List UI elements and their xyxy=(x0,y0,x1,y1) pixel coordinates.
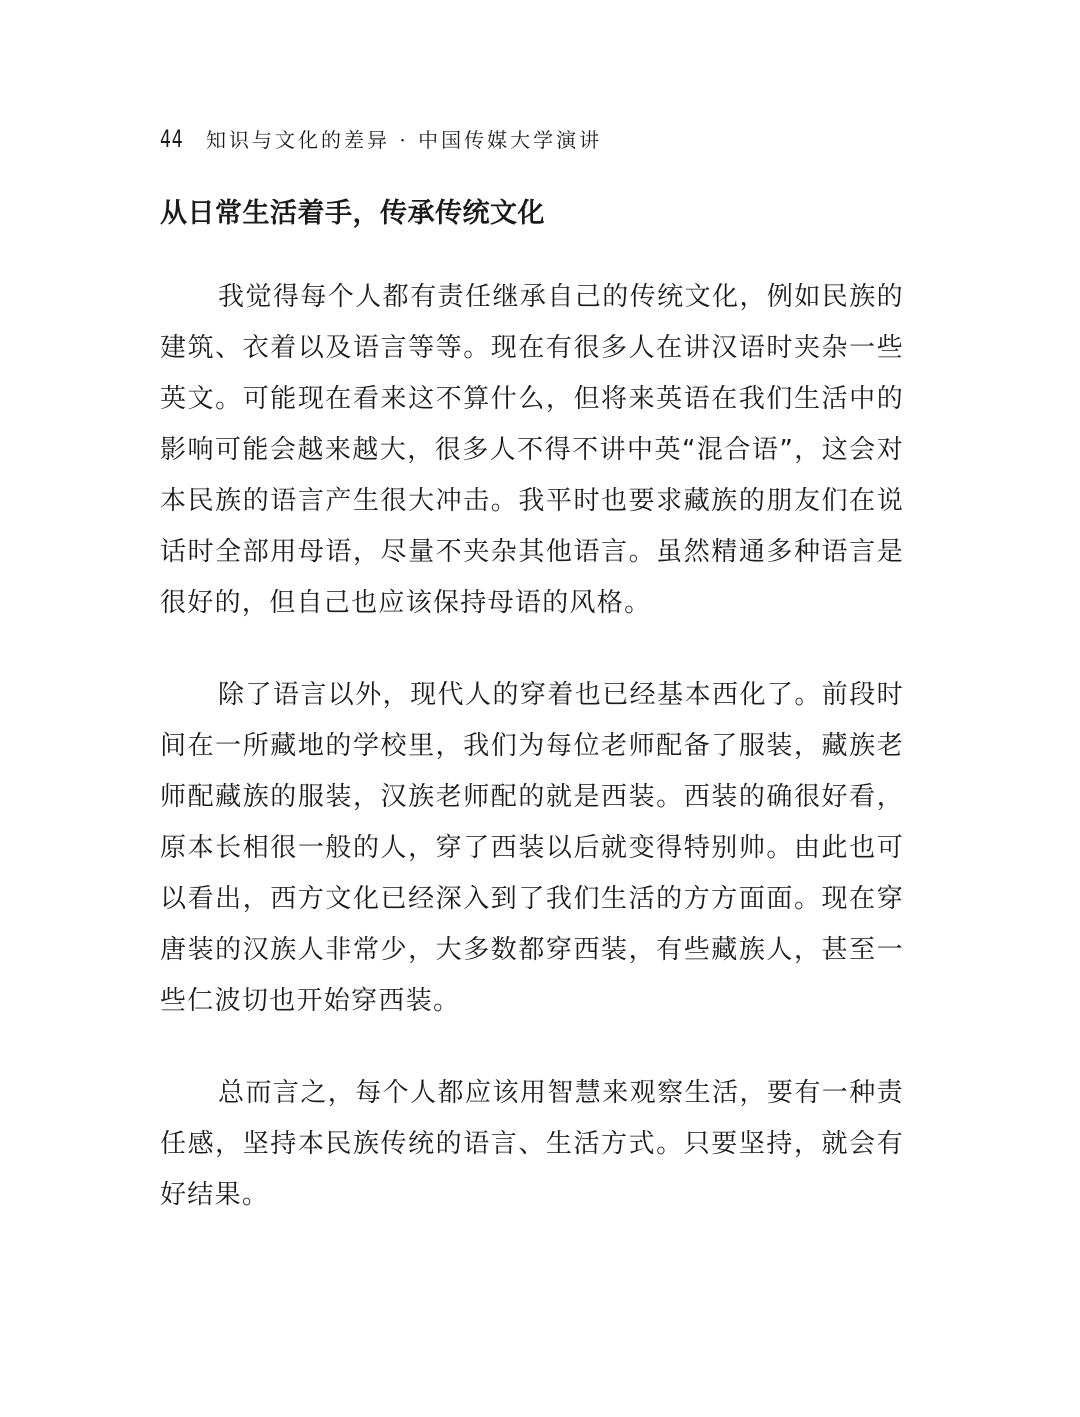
running-header xyxy=(160,124,602,158)
paragraph-1: 我觉得每个人都有责任继承自己的传统文化，例如民族的建筑、衣着以及语言等等。现在有很多人在讲汉语时夹杂一些英文。可能现在看来这不算什么，但将来英语在我们生活中的影响可能会越来越大，很多人不得不讲中英“混合语”，这会对本民族的语言产生很大冲击。我平时也要求藏族的朋友们在说话时全部用母语，尽量不夹杂其他语言。虽然精通多种语言是很好的，但自己也应该保持母语的风格。 xyxy=(160,282,904,618)
body-text xyxy=(160,272,904,1262)
section-heading: 从日常生活着手，传承传统文化 xyxy=(160,198,545,229)
page-number: 44 xyxy=(160,125,184,153)
paragraph-3: 总而言之，每个人都应该用智慧来观察生活，要有一种责任感，坚持本民族传统的语言、生活方式。只要坚持，就会有好结果。 xyxy=(160,1078,904,1210)
paragraph-2: 除了语言以外，现代人的穿着也已经基本西化了。前段时间在一所藏地的学校里，我们为每位老师配备了服装，藏族老师配藏族的服装，汉族老师配的就是西装。西装的确很好看，原本长相很一般的人，穿了西装以后就变得特别帅。由此也可以看出，西方文化已经深入到了我们生活的方方面面。现在穿唐装的汉族人非常少，大多数都穿西装，有些藏族人，甚至一些仁波切也开始穿西装。 xyxy=(160,680,904,1016)
book-title: 知识与文化的差异 · 中国传媒大学演讲 xyxy=(206,128,603,152)
